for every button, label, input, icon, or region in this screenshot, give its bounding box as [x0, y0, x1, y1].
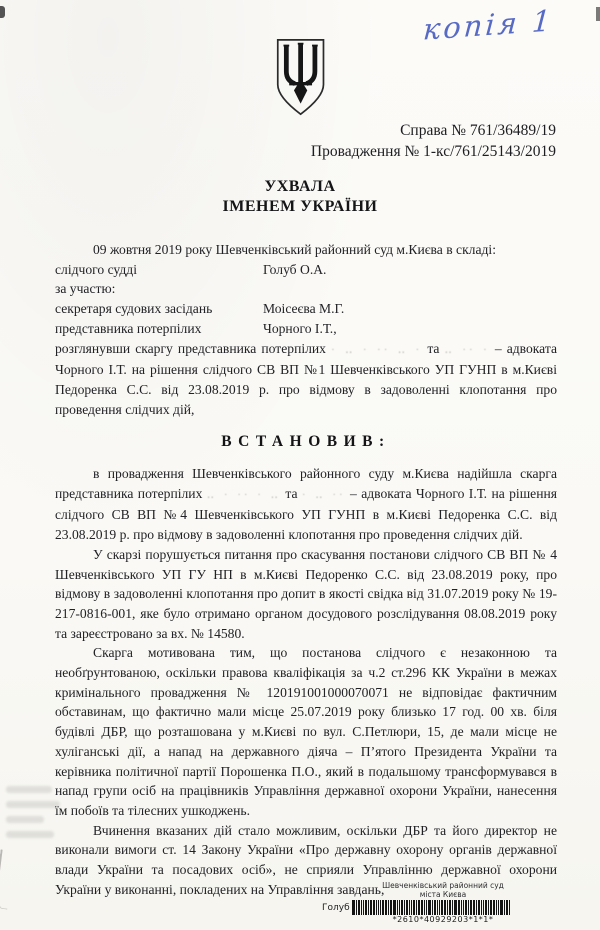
document-title: УХВАЛА [264, 178, 336, 195]
opening-line: 09 жовтня 2019 року Шевченківський районний суд м.Києва в складі: [93, 242, 496, 257]
composition-role: секретаря судових засідань [55, 301, 213, 317]
redacted-victim-name: · ‥ ·· [301, 488, 346, 501]
composition-row [55, 260, 557, 280]
stamp-line-1: Шевченківський районний суд [382, 881, 504, 890]
composition-role: слідчого судді [55, 261, 137, 277]
composition-name: Чорного І.Т., [263, 320, 337, 336]
composition-role: представника потерпілих [55, 320, 202, 336]
composition-name: Моісеєва М.Г. [263, 301, 345, 317]
composition-name: Голуб О.А. [263, 261, 327, 277]
document-title-block [0, 177, 600, 217]
ukraine-trident-emblem-icon [270, 37, 332, 122]
paragraph-text: в провадження Шевченківського районного суду м.Києва надійшла скарга представника потерпілих [55, 466, 557, 501]
case-numbers-block [311, 120, 556, 162]
redacted-victim-name: · ‥ · ·· ‥ · [331, 343, 423, 356]
barcode-bars [352, 900, 564, 915]
document-body [55, 240, 557, 900]
body-paragraph-3: Скарга мотивована тим, що постанова слідчого є незаконною та необґрунтованою, оскільки правова кваліфікація за ч.2 ст.296 КК України в межах кримінального провадження № 120191001000070071 не відповідає фактичним обставинам, що фактично мали місце 25.07.2019 року близько 17 год. 00 хв. біля будівлі ДБР, що розташована у м.Києві по вул. С.Петлюри, 15, де мали місце не хуліганські дії, а напад на державного діяча – П’ятого Президента України та керівника політичної партії Порошенка П.О., який в подальшому трансформувався в напад групи осіб на працівників Управління державної охорони України, нанесення їм побоїв та тілесних ушкоджень. [55, 645, 557, 818]
considering-joiner: та [422, 340, 445, 356]
handwritten-copy-note: копія 1 [422, 3, 556, 47]
scan-edge-curve [0, 849, 15, 909]
stamp-line-2: міста Києва [419, 890, 467, 899]
document-subtitle: ІМЕНЕМ УКРАЇНИ [222, 198, 378, 215]
scan-edge-mark-left [0, 6, 5, 18]
body-paragraph-4: Вчинення вказаних дій стало можливим, оскільки ДБР та його директор не виконали вимоги ст. 14 Закону України «Про державну охорону органів державної влади України та посадових осіб», не сприяли Управлінню державної охорони України у виконанні, покладених на Управління завдань, [55, 822, 557, 897]
court-stamp-text [322, 881, 564, 899]
paragraph-text: – адвоката Чорного І.Т. на рішення слідчого СВ ВП №4 Шевченківського УП ГУНП в м.Києві Педоренка С.С. від 23.08.2019 р. про відмову в задоволенні клопотання про проведення слідчих дій. [55, 485, 558, 543]
composition-row [55, 319, 557, 339]
considering-lead: розглянувши скаргу представника потерпілих [55, 340, 332, 356]
barcode-row [322, 900, 564, 915]
composition-row [55, 299, 557, 319]
scan-edge-mark-right [596, 7, 600, 21]
composition-name [263, 279, 557, 299]
case-number: Справа № 761/36489/19 [400, 122, 556, 139]
body-paragraph-1 [55, 464, 557, 545]
composition-role: за участю: [55, 281, 116, 297]
resolution-heading: ВСТАНОВИВ: [221, 433, 391, 451]
barcode-caption: *2610*40929203*1*1* [392, 915, 494, 924]
composition-row [55, 279, 557, 299]
redacted-victim-name: ‥ · ·· · ‥ [206, 488, 281, 501]
paragraph-text: та [281, 485, 302, 501]
redacted-victim-name: ‥ ·· · [444, 343, 490, 356]
considering-paragraph [55, 339, 557, 420]
court-stamp-and-barcode [322, 881, 564, 924]
proceeding-number: Провадження № 1-кс/761/25143/2019 [310, 143, 556, 160]
signer-label: Голуб [322, 902, 350, 913]
body-paragraph-2: У скарзі порушується питання про скасування постанови слідчого СВ ВП № 4 Шевченківського УП ГУ НП в м.Києві Педоренко С.С. від 23.08.2019 року, про відмову в задоволенні клопотання про допит в якості свідка від 31.07.2019 року № 19-217-0816-001, яке було отримано органом досудового розслідування 08.08.2019 року та зареєстровано за вх. № 14580. [55, 546, 557, 641]
considering-tail: – адвоката Чорного І.Т. на рішення слідчого СВ ВП №1 Шевченківського УП ГУНП в м.Києві Педоренка С.С. від 23.08.2019 р. про відмову в задоволенні клопотання про проведення слідчих дій, [55, 340, 558, 417]
